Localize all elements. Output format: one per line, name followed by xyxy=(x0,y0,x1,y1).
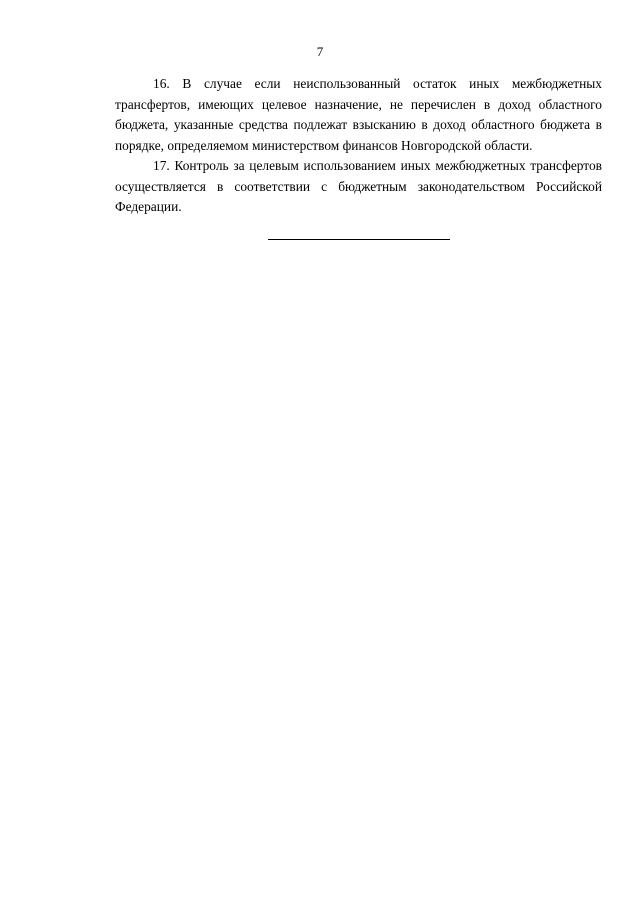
paragraph-17: 17. Контроль за целевым использованием иных межбюджетных трансфертов осуществляется в соответствии с бюджетным законодательством Российской Федерации. xyxy=(115,158,602,214)
paragraph-16: 16. В случае если неиспользованный остаток иных межбюджетных трансфертов, имеющих целевое назначение, не перечислен в доход областного бюджета, указанные средства подлежат взысканию в доход областного бюджета в порядке, определяемом министерством финансов Новгородской области. xyxy=(115,76,602,153)
document-body xyxy=(115,74,602,218)
end-of-document-line xyxy=(268,239,450,240)
page-number: 7 xyxy=(316,44,324,59)
